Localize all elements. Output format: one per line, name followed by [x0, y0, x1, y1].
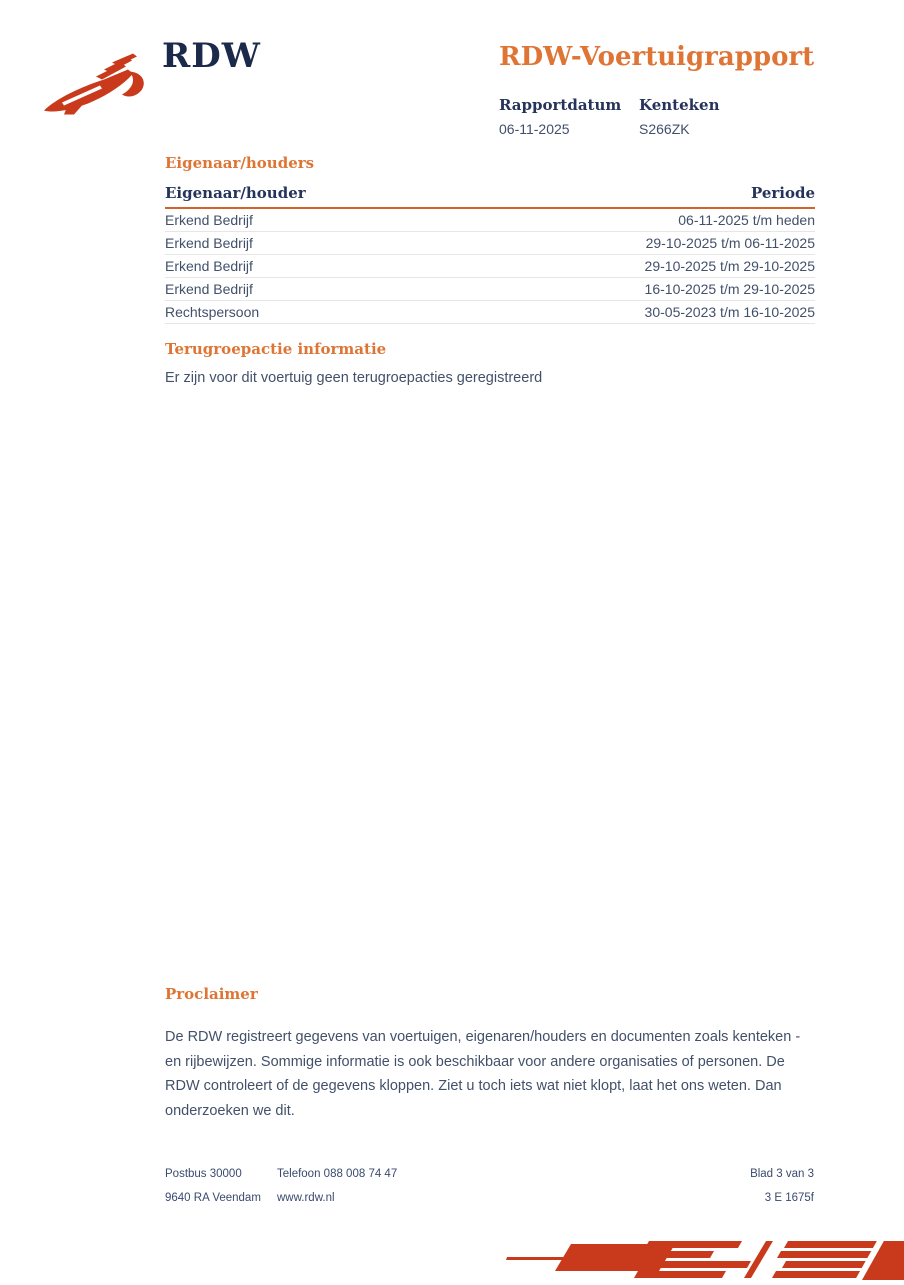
- report-date-value: 06-11-2025: [499, 121, 570, 137]
- proclaimer-section-heading: Proclaimer: [165, 985, 258, 1003]
- footer-address-line1: Postbus 30000: [165, 1168, 242, 1180]
- footer-address-line2: 9640 RA Veendam: [165, 1192, 261, 1204]
- proclaimer-text: De RDW registreert gegevens van voertuigen, eigenaren/houders en documenten zoals kenteken - en rijbewijzen. Sommige informatie is ook beschikbaar voor andere organisaties of personen. De RDW controleert of de gegevens kloppen. Ziet u toch iets wat niet klopt, laat het ons weten. Dan onderzoeken we dit.: [165, 1029, 801, 1119]
- table-row: [165, 301, 815, 324]
- recall-text: Er zijn voor dit voertuig geen terugroepacties geregistreerd: [165, 370, 543, 386]
- owner-cell: Erkend Bedrijf: [165, 208, 459, 232]
- rdw-stripes-graphic-icon: [500, 1238, 904, 1280]
- proclaimer-section: [165, 985, 817, 1123]
- period-column-header: Periode: [459, 182, 815, 208]
- owners-section-heading: Eigenaar/houders: [165, 154, 315, 172]
- period-cell: 06-11-2025 t/m heden: [459, 208, 815, 232]
- page-footer: [165, 1168, 814, 1216]
- period-cell: 29-10-2025 t/m 29-10-2025: [459, 255, 815, 278]
- period-cell: 30-05-2023 t/m 16-10-2025: [459, 301, 815, 324]
- table-row: [165, 255, 815, 278]
- footer-page-indicator: Blad 3 van 3: [750, 1168, 814, 1180]
- license-plate-label: Kenteken: [639, 96, 720, 114]
- table-row: [165, 232, 815, 255]
- owners-section: [165, 154, 815, 324]
- owner-cell: Rechtspersoon: [165, 301, 459, 324]
- footer-doc-code: 3 E 1675f: [764, 1192, 814, 1204]
- owner-cell: Erkend Bedrijf: [165, 278, 459, 301]
- owner-cell: Erkend Bedrijf: [165, 255, 459, 278]
- license-plate-block: [639, 96, 779, 137]
- owners-table: [165, 182, 815, 324]
- footer-row-2: [165, 1192, 814, 1204]
- recall-section-heading: Terugroepactie informatie: [165, 340, 387, 358]
- owner-column-header: Eigenaar/houder: [165, 182, 459, 208]
- owners-table-header-row: [165, 182, 815, 208]
- recall-section: [165, 340, 815, 386]
- footer-row-1: [165, 1168, 814, 1180]
- footer-website: www.rdw.nl: [277, 1192, 335, 1204]
- footer-phone: Telefoon 088 008 74 47: [277, 1168, 398, 1180]
- table-row: [165, 208, 815, 232]
- page-title: RDW-Voertuigrapport: [499, 42, 815, 72]
- rdw-eagle-logo-icon: [38, 52, 153, 120]
- period-cell: 29-10-2025 t/m 06-11-2025: [459, 232, 815, 255]
- owner-cell: Erkend Bedrijf: [165, 232, 459, 255]
- table-row: [165, 278, 815, 301]
- brand-wordmark: RDW: [162, 36, 261, 76]
- period-cell: 16-10-2025 t/m 29-10-2025: [459, 278, 815, 301]
- report-date-block: [499, 96, 639, 137]
- report-date-label: Rapportdatum: [499, 96, 622, 114]
- license-plate-value: S266ZK: [639, 121, 690, 137]
- report-meta: [499, 96, 779, 137]
